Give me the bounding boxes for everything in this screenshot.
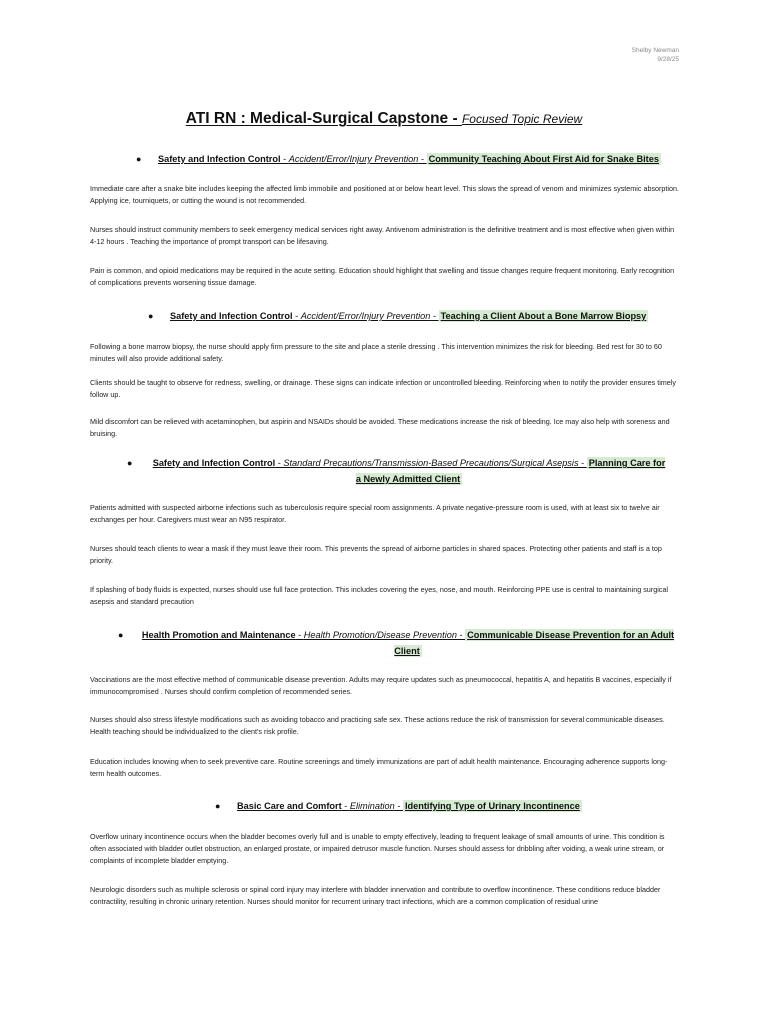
section-category: Basic Care and Comfort xyxy=(237,801,342,811)
section-heading: ● Health Promotion and Maintenance - Health Promotion/Disease Prevention - Communicable Disease Prevention for an Adult Client xyxy=(140,627,676,659)
section-focus: Planning Care for a Newly Admitted Client xyxy=(355,458,666,484)
section-category: Safety and Infection Control xyxy=(158,154,281,164)
section-category: Safety and Infection Control xyxy=(152,458,276,468)
section-topic: Accident/Error/Injury Prevention xyxy=(300,311,431,321)
section-topic: Health Promotion/Disease Prevention xyxy=(303,630,457,640)
bullet-icon: ● xyxy=(215,801,221,811)
author-date: 9/28/25 xyxy=(657,56,679,63)
paragraph: Clients should be taught to observe for redness, swelling, or drainage. These signs can indicate infection or uncontrolled bleeding. Reinforcing when to notify the provider ensures timely follow up. xyxy=(90,378,676,399)
bullet-icon: ● xyxy=(148,311,154,321)
paragraph: Neurologic disorders such as multiple sclerosis or spinal cord injury may interfere with bladder innervation and contribute to overflow incontinence. These conditions reduce bladder contractility, resulting in chronic urinary retention. Nurses should monitor for recurrent urinary tract infections, which are a common complication of residual urine xyxy=(90,885,661,906)
paragraph: Nurses should teach clients to wear a mask if they must leave their room. This prevents the spread of airborne particles in shared spaces. Protecting other patients and staff is a top priority. xyxy=(90,544,662,565)
author-block xyxy=(632,46,679,64)
paragraph: Education includes knowing when to seek preventive care. Routine screenings and timely immunizations are part of adult health maintenance. Encouraging adherence supports long-term health outcomes. xyxy=(90,757,668,778)
page-title xyxy=(0,110,768,128)
section-topic: Elimination xyxy=(349,801,395,811)
author-name: Shelby Newman xyxy=(631,47,679,54)
bullet-icon: ● xyxy=(127,458,133,468)
paragraph: Nurses should also stress lifestyle modifications such as avoiding tobacco and practicing safe sex. These actions reduce the risk of transmission for several communicable diseases. Health teaching should be individualized to the client's risk profile. xyxy=(90,715,665,736)
section-heading: ● Basic Care and Comfort - Elimination - Identifying Type of Urinary Incontinence xyxy=(237,798,582,814)
paragraph: Immediate care after a snake bite includes keeping the affected limb immobile and positioned at or below heart level. This slows the spread of venom and minimizes systemic absorption. Applying ice, tourniquets, or cutting the wound is not recommended. xyxy=(90,184,680,205)
section-heading: ● Safety and Infection Control - Accident/Error/Injury Prevention - Community Teaching About First Aid for Snake Bites xyxy=(158,151,661,167)
bullet-icon: ● xyxy=(136,154,142,164)
paragraph: Nurses should instruct community members to seek emergency medical services right away. Antivenom administration is the definitive treatment and is most effective when given within 4-12 hours . Teaching the importance of prompt transport can be lifesaving. xyxy=(90,225,675,246)
paragraph: Mild discomfort can be relieved with acetaminophen, but aspirin and NSAIDs should be avoided. These medications increase the risk of bleeding. Ice may also help with soreness and bruising. xyxy=(90,417,670,438)
section-focus: Teaching a Client About a Bone Marrow Biopsy xyxy=(440,311,647,321)
paragraph: Pain is common, and opioid medications may be required in the acute setting. Education should highlight that swelling and tissue changes require frequent monitoring. Early recognition of complications prevents worsening tissue damage. xyxy=(90,266,675,287)
paragraph: Vaccinations are the most effective method of communicable disease prevention. Adults may require updates such as pneumococcal, hepatitis A, and hepatitis B vaccines, especially if immunocompromised . Nurses should confirm completion of recommended series. xyxy=(90,675,672,696)
title-main: ATI RN : Medical-Surgical Capstone - xyxy=(185,110,462,127)
paragraph: If splashing of body fluids is expected, nurses should use full face protection. This includes covering the eyes, nose, and mouth. Reinforcing PPE use is central to maintaining surgical asepsis and standard precaution xyxy=(90,585,668,606)
paragraph: Overflow urinary incontinence occurs when the bladder becomes overly full and is unable to empty effectively, leading to frequent leakage of small amounts of urine. This condition is often associated with bladder outlet obstruction, an enlarged prostate, or impaired detrusor muscle function. Nurses should assess for dribbling after voiding, a weak urine stream, or complaints of incomplete bladder emptying. xyxy=(90,832,665,865)
section-heading: ● Safety and Infection Control - Accident/Error/Injury Prevention - Teaching a Client About a Bone Marrow Biopsy xyxy=(170,308,648,324)
section-focus: Community Teaching About First Aid for Snake Bites xyxy=(428,154,659,164)
section-topic: Accident/Error/Injury Prevention xyxy=(288,154,419,164)
paragraph: Following a bone marrow biopsy, the nurse should apply firm pressure to the site and place a sterile dressing . This intervention minimizes the risk for bleeding. Bed rest for 30 to 60 minutes will also provide additional safety. xyxy=(90,342,662,363)
title-subtitle: Focused Topic Review xyxy=(461,112,583,126)
section-focus: Communicable Disease Prevention for an Adult Client xyxy=(394,630,675,656)
section-category: Health Promotion and Maintenance xyxy=(141,630,296,640)
bullet-icon: ● xyxy=(118,630,124,640)
paragraph: Patients admitted with suspected airborne infections such as tuberculosis require special room assignments. A private negative-pressure room is used, with at least six to twelve air exchanges per hour. Caregivers must wear an N95 respirator. xyxy=(90,503,660,524)
section-focus: Identifying Type of Urinary Incontinence xyxy=(404,801,580,811)
section-heading: ● Safety and Infection Control - Standard Precautions/Transmission-Based Precautions/Surgical Asepsis - Planning Care for a Newly Admitted Client xyxy=(149,455,669,487)
section-category: Safety and Infection Control xyxy=(170,311,293,321)
section-topic: Standard Precautions/Transmission-Based Precautions/Surgical Asepsis xyxy=(283,458,579,468)
